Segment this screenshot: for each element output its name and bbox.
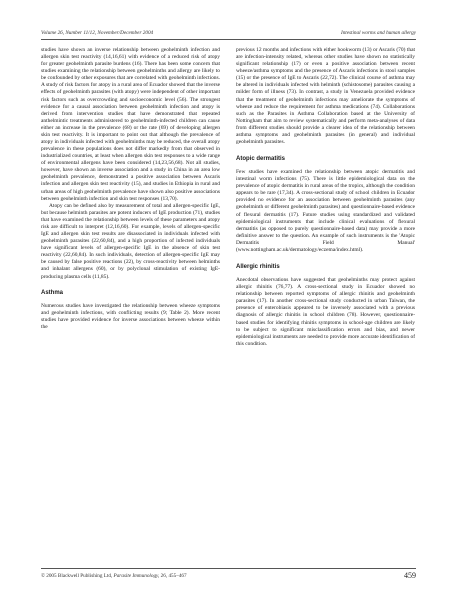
section-heading-allergic-rhinitis: Allergic rhinitis — [236, 264, 280, 271]
footer-rule — [41, 568, 416, 569]
running-header-title: Intestinal worms and human allergy — [340, 30, 416, 36]
body-paragraph: previous 12 months and infections with either hookworm (13) or Ascaris (70) that are infection-intensity related, whereas other studies have shown no statistically significant relationship (17) or even a positive association between recent wheeze/asthma symptoms and the presence of Ascaris infections in stool samples (15) or the presence of IgE to Ascaris (22,72). The clinical course of asthma may be altered in individuals infected with helminth (schistosome) parasites causing a milder form of illness (73). In contrast, a study in Venezuela provided evidence that the treatment of geohelminth infections may ameliorate the symptoms of wheeze and reduce the requirement for asthma medications (74). Collaborations such as the Parasites in Asthma Collaboration based at the University of Nottingham that aim to review systematically and perform meta-analyses of data from different studies should provide a clearer idea of the relationship between asthma symptoms and geohelminth parasites (in general) and individual geohelminth parasites. — [236, 47, 415, 146]
footer-journal-name: Parasite Immunology, — [113, 573, 160, 579]
left-column — [41, 47, 220, 537]
copyright-text: © 2005 Blackwell Publishing Ltd, — [41, 573, 113, 579]
atopic-dermatitis-paragraph: Few studies have examined the relationship between atopic dermatitis and intestinal worm infections (75). There is little epidemiological data on the prevalence of atopic dermatitis in rural areas of the tropics, although the condition appears to be rare (17,34). A cross-sectional study of school children in Ecuador provided no evidence for an association between geohelminth parasites (any geohelminth or different geohelminth parasites) and questionnaire-based evidence of flexural dermatitis (17). Future studies using standardized and validated epidemiological instruments that include clinical evaluations of flexural dermatitis (as opposed to purely questionnaire-based data) may provide a more definitive answer to the question. An example of such instruments is the 'Atopic Dermatitis Field Manual' (www.nottingham.ac.uk/dermatology/eczema/index.html). — [236, 169, 415, 253]
header-rule — [41, 39, 416, 40]
asthma-paragraph: Numerous studies have investigated the relationship between wheeze symptoms and geohelminth infections, with conflicting results (9; Table 2). More recent studies have provided evidence for inverse associations between wheeze within the — [41, 302, 220, 330]
right-column — [236, 47, 415, 537]
footer-copyright — [41, 573, 187, 579]
body-paragraph: studies have shown an inverse relationship between geohelminth infection and allergen skin test reactivity (14,16,61) with evidence of a reduced risk of atopy for greater geohelminth parasite burdens (16). There has been some concern that studies examining the relationship between geohelminths and allergy are likely to be confounded by other exposures that are correlated with geohelminth infections. A study of risk factors for atopy in a rural area of Ecuador showed that the inverse effects of geohelminth parasites (with atopy) were independent of other important risk factors such as overcrowding and socioeconomic level (56). The strongest evidence for a causal association between geohelminth infection and atopy is derived from intervention studies that have demonstrated that repeated anthelmintic treatments administered to geohelminth-infected children can cause either an increase in the prevalence (68) or the rate (69) of developing allergen skin test reactivity. It is important to point out that although the prevalence of atopy in individuals infected with geohelminths may be reduced, the overall atopy prevalence in these populations does not differ markedly from that observed in industrialized countries, at least when allergen skin test responses to a wide range of environmental allergens have been considered (14,23,56,68). Not all studies, however, have shown an inverse association and a study in China in an area low geohelminth prevalence, demonstrated a positive association between Ascaris infection and allergen skin test reactivity (15), and studies in Ethiopia in rural and urban areas of high geohelminth prevalence have shown also positive associations between geohelminth infection and skin test responses (13,70). — [41, 47, 220, 202]
body-paragraph: Atopy can be defined also by measurement of total and allergen-specific IgE, but because helminth parasites are potent inducers of IgE production (71), studies that have examined the relationship between levels of these parameters and atopy risk are difficult to interpret (12,16,60). For example, levels of allergen-specific IgE and allergen skin test results are disassociated in individuals infected with geohelminth parasites (22,60,84), and a high proportion of infected individuals have significant levels of allergen-specific IgE in the absence of skin test reactivity (22,60,84). In such individuals, detection of allergen-specific IgE may be caused by false positive reactions (22), by cross-reactivity between helminths and inhalant allergens (60), or by polyclonal stimulation of existing IgE-producing plasma cells (11,85). — [41, 202, 220, 280]
page-number: 459 — [404, 571, 416, 580]
section-heading-asthma: Asthma — [41, 289, 64, 296]
footer-volume-pages: 26, 455–467 — [160, 573, 187, 579]
section-heading-atopic-dermatitis: Atopic dermatitis — [236, 156, 286, 163]
allergic-rhinitis-paragraph: Anecdotal observations have suggested that geohelminths may protect against allergic rhinitis (76,77). A cross-sectional study in Ecuador showed no relationship between reported symptoms of allergic rhinitis and geohelminth parasites (17). In another cross-sectional study conducted in urban Taiwan, the presence of enterobiasis appeared to be inversely associated with a previous diagnosis of allergic rhinitis in school children (78). However, questionnaire-based studies for identifying rhinitis symptoms in school-age children are likely to be subject to significant misclassification errors and bias, and newer epidemiological instruments are needed to provide more accurate identification of this condition. — [236, 277, 415, 347]
running-header-journal: Volume 26, Number 11/12, November/December 2004 — [41, 30, 154, 36]
